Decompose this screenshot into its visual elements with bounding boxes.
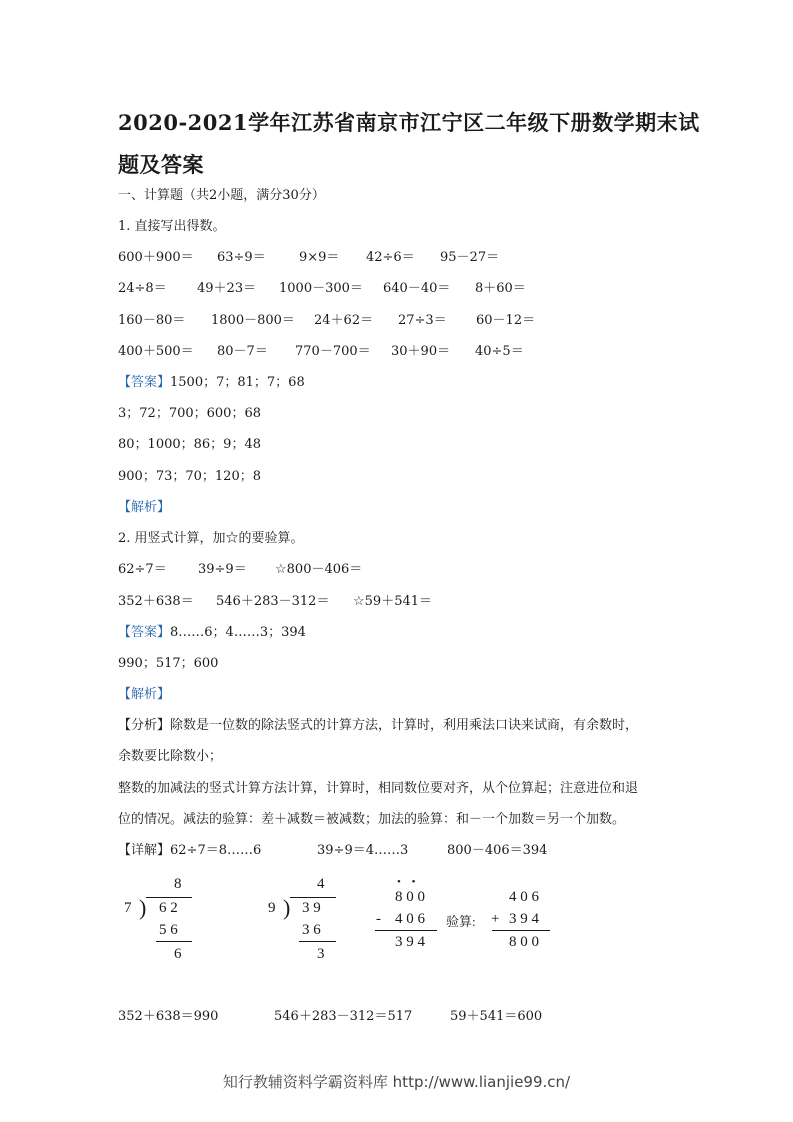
q1-item: 8＋60＝	[475, 281, 526, 296]
divisor: 7	[124, 900, 132, 916]
q1-row-3	[118, 313, 535, 329]
q2-fenxi-line-1	[118, 718, 678, 734]
fenxi-text: 除数是一位数的除法竖式的计算方法，计算时，利用乘法口诀来试商，有余数时，	[170, 718, 639, 733]
addition-line	[492, 930, 550, 931]
q2-item: ☆800－406＝	[275, 562, 363, 577]
q1-row-4	[118, 344, 524, 360]
q1-item: 600＋900＝	[118, 250, 194, 265]
document-title-line1: 2020-2021学年江苏省南京市江宁区二年级下册数学期末试	[118, 110, 700, 135]
q1-answer-line-3: 80；1000；86；9；48	[118, 437, 261, 452]
q1-item: 42÷6＝	[366, 250, 415, 265]
q1-item: 40÷5＝	[475, 344, 524, 359]
q2-answer-line-1	[118, 625, 306, 641]
q1-item: 770－700＝	[295, 344, 371, 359]
q2-answer-line-2: 990；517；600	[118, 656, 219, 671]
division-bracket: )	[139, 895, 147, 920]
division-sub-line	[299, 941, 336, 942]
q1-item: 160－80＝	[118, 313, 186, 328]
division-top-line	[146, 897, 192, 898]
quotient: 4	[317, 876, 325, 892]
q1-analysis-tag: 【解析】	[118, 500, 171, 515]
detail-tag: 【详解】	[118, 843, 171, 858]
q2-row-1	[118, 562, 362, 578]
quotient: 8	[174, 876, 182, 892]
subtraction-line	[375, 930, 437, 931]
q1-item: 80－7＝	[217, 344, 268, 359]
q2-analysis-tag: 【解析】	[118, 687, 171, 702]
q1-item: 1800－800＝	[211, 313, 295, 328]
q2-item: 546＋283－312＝	[216, 594, 330, 609]
q1-row-2	[118, 281, 526, 297]
fenxi-tag: 【分析】	[118, 718, 171, 733]
q1-answer-line-2: 3；72；700；600；68	[118, 406, 261, 421]
dividend: 6 2	[159, 900, 178, 916]
detail-item: 800－406＝394	[447, 843, 548, 858]
detail-item: 62÷7＝8……6	[170, 843, 262, 858]
divisor: 9	[268, 900, 276, 916]
minus-sign: -	[376, 911, 381, 927]
division-top-line	[290, 897, 336, 898]
q1-item: 63÷9＝	[217, 250, 266, 265]
answer-tag: 【答案】	[118, 625, 171, 640]
q2-final-results	[118, 1009, 542, 1025]
q1-item: 24＋62＝	[314, 313, 374, 328]
division-sub-line	[156, 941, 192, 942]
detail-item: 39÷9＝4……3	[317, 843, 409, 858]
q1-item: 1000－300＝	[279, 281, 363, 296]
section-heading: 一、计算题（共2小题，满分30分）	[118, 188, 325, 203]
remainder: 6	[174, 946, 182, 962]
result-item: 352＋638＝990	[118, 1009, 219, 1024]
q1-item: 640－40＝	[383, 281, 451, 296]
minuend: 8 0 0	[395, 889, 425, 905]
q2-method-line-2: 位的情况。减法的验算：差＋减数＝被减数；加法的验算：和－一个加数＝另一个加数。	[118, 812, 626, 827]
q1-row-1	[118, 250, 499, 266]
sum: 8 0 0	[509, 934, 539, 950]
q1-item: 49＋23＝	[197, 281, 257, 296]
answer-values: 1500；7；81；7；68	[170, 375, 305, 390]
q1-item: 95－27＝	[440, 250, 500, 265]
q1-item: 24÷8＝	[118, 281, 167, 296]
result-item: 59＋541＝600	[450, 1009, 543, 1024]
q2-item: 62÷7＝	[118, 562, 167, 577]
subtrahend: 4 0 6	[395, 911, 425, 927]
addend-bottom: 3 9 4	[509, 911, 539, 927]
q1-item: 30＋90＝	[391, 344, 451, 359]
product: 5 6	[159, 922, 178, 938]
dividend: 3 9	[302, 900, 321, 916]
remainder: 3	[317, 946, 325, 962]
check-label: 验算:	[446, 914, 476, 929]
question-1-prompt: 1. 直接写出得数。	[118, 219, 226, 234]
q2-fenxi-line-2: 余数要比除数小；	[118, 749, 223, 764]
q2-method-line-1: 整数的加减法的竖式计算方法计算，计算时，相同数位要对齐，从个位算起；注意进位和退	[118, 781, 639, 796]
product: 3 6	[302, 922, 321, 938]
answer-tag: 【答案】	[118, 375, 171, 390]
q1-item: 27÷3＝	[398, 313, 447, 328]
plus-sign: +	[491, 911, 500, 927]
q1-item: 400＋500＝	[118, 344, 194, 359]
difference: 3 9 4	[395, 934, 425, 950]
borrow-dots: • •	[397, 876, 420, 888]
q2-item: ☆59＋541＝	[353, 594, 433, 609]
q1-answer-line-1	[118, 375, 305, 391]
q1-item: 9×9＝	[299, 250, 340, 265]
q2-item: 39÷9＝	[198, 562, 247, 577]
q1-item: 60－12＝	[476, 313, 536, 328]
answer-values: 8……6；4……3；394	[170, 625, 306, 640]
document-title-line2: 题及答案	[118, 152, 204, 177]
result-item: 546＋283－312＝517	[274, 1009, 413, 1024]
q2-detail-line	[118, 843, 547, 859]
q2-row-2	[118, 594, 432, 610]
q1-answer-line-4: 900；73；70；120；8	[118, 469, 261, 484]
addend-top: 4 0 6	[509, 889, 539, 905]
question-2-prompt: 2. 用竖式计算，加☆的要验算。	[118, 531, 304, 546]
q2-item: 352＋638＝	[118, 594, 194, 609]
division-bracket: )	[283, 895, 291, 920]
footer-watermark: 知行教辅资料学霸资料库 http://www.lianjie99.cn/	[222, 1073, 571, 1091]
